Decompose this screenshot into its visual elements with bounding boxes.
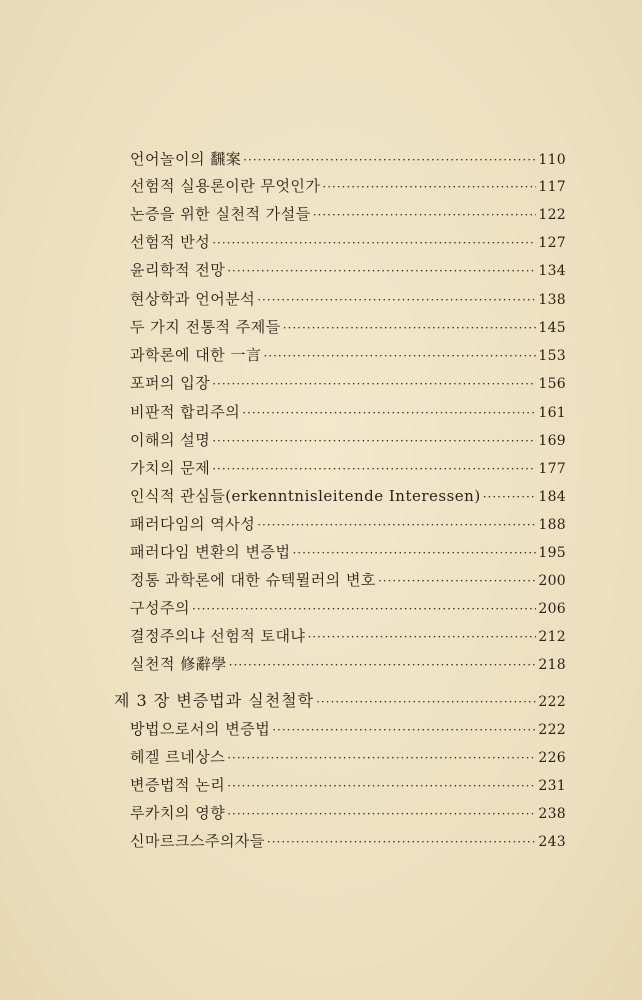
toc-entry-title: 패러다임의 역사성 (130, 515, 256, 533)
toc-entry (130, 374, 566, 393)
dot-leader (292, 544, 536, 562)
dot-leader (316, 693, 536, 711)
toc-entry-title: 결정주의냐 선험적 토대냐 (130, 627, 306, 645)
dot-leader (227, 777, 536, 795)
toc-entry-page: 169 (538, 433, 566, 449)
toc-entry-title: 루카치의 영향 (130, 804, 226, 822)
toc-entry-page: 212 (538, 629, 566, 645)
toc-entry (130, 571, 566, 590)
toc-entry-page: 127 (538, 235, 566, 251)
toc-entry-title: 두 가지 전통적 주제들 (130, 318, 281, 336)
toc-entry-page: 177 (538, 461, 566, 477)
dot-leader (212, 460, 536, 478)
dot-leader (192, 600, 536, 618)
toc-entry-title: 선험적 실용론이란 무엇인가 (130, 177, 321, 195)
toc-entry-title: 인식적 관심들(erkenntnisleitende Interessen) (130, 487, 481, 505)
dot-leader (483, 488, 537, 506)
toc-entry-title: 이해의 설명 (130, 431, 211, 449)
dot-leader (229, 656, 537, 674)
toc-entry (130, 261, 566, 280)
toc-entry-title: 논증을 위한 실천적 가설들 (130, 205, 311, 223)
toc-entry (130, 776, 566, 795)
toc-entry-title: 헤겔 르네상스 (130, 748, 226, 766)
toc-entry-page: 184 (538, 489, 566, 505)
toc-entry-page: 188 (538, 517, 566, 533)
dot-leader (322, 178, 536, 196)
toc-chapter-heading (114, 692, 566, 711)
dot-leader (243, 151, 536, 169)
toc-entry (130, 290, 566, 309)
toc-entry-title: 구성주의 (130, 599, 190, 617)
toc-entry (130, 150, 566, 169)
dot-leader (272, 721, 536, 739)
toc-entry-title: 현상학과 언어분석 (130, 290, 256, 308)
toc-entry (130, 627, 566, 646)
toc-chapter-page: 222 (538, 694, 566, 710)
toc-entry-page: 195 (538, 545, 566, 561)
toc-entry-title: 가치의 문제 (130, 459, 211, 477)
dot-leader (227, 805, 536, 823)
dot-leader (307, 628, 536, 646)
toc-entry-page: 206 (538, 601, 566, 617)
toc-entry-title: 신마르크스주의자들 (130, 832, 265, 850)
dot-leader (257, 516, 536, 534)
toc-entry-title: 변증법적 논리 (130, 776, 226, 794)
dot-leader (283, 319, 537, 337)
toc-entry (130, 431, 566, 450)
toc-entry (130, 459, 566, 478)
toc-entry-page: 138 (538, 292, 566, 308)
toc-entry-page: 122 (538, 207, 566, 223)
dot-leader (313, 206, 537, 224)
toc-entry (130, 487, 566, 506)
toc-entry (130, 655, 566, 674)
toc-entry-page: 200 (538, 573, 566, 589)
toc-entry (130, 832, 566, 851)
toc-entry-page: 156 (538, 376, 566, 392)
dot-leader (212, 375, 536, 393)
toc-entry-title: 정통 과학론에 대한 슈텍뮐러의 변호 (130, 571, 376, 589)
toc-entry-page: 161 (538, 405, 566, 421)
toc-entry (130, 804, 566, 823)
dot-leader (263, 347, 536, 365)
toc-entry-page: 231 (538, 778, 566, 794)
toc-entry-title: 방법으로서의 변증법 (130, 720, 271, 738)
toc-entry-title: 윤리학적 전망 (130, 261, 226, 279)
toc-entry (130, 205, 566, 224)
toc-entry-title: 포퍼의 입장 (130, 374, 211, 392)
dot-leader (212, 234, 536, 252)
toc-entry (130, 515, 566, 534)
dot-leader (227, 749, 536, 767)
toc-entry-page: 218 (538, 657, 566, 673)
dot-leader (212, 432, 536, 450)
toc-entry (130, 177, 566, 196)
toc-entry-page: 117 (538, 179, 566, 195)
toc-entry-page: 243 (538, 834, 566, 850)
toc-entry (130, 403, 566, 422)
toc-entry (130, 720, 566, 739)
toc-entry-title: 과학론에 대한 一言 (130, 346, 262, 364)
toc-entry-page: 134 (538, 263, 566, 279)
toc-entry (130, 318, 566, 337)
toc-chapter-title: 제 3 장 변증법과 실천철학 (114, 691, 315, 710)
toc-entry-title: 패러다임 변환의 변증법 (130, 543, 291, 561)
toc-entry-title: 언어놀이의 飜案 (130, 150, 242, 168)
dot-leader (257, 291, 536, 309)
toc-entry (130, 346, 566, 365)
toc-entry-page: 153 (538, 348, 566, 364)
toc-entry-page: 110 (538, 152, 566, 168)
toc-entry (130, 599, 566, 618)
toc-entry-page: 238 (538, 806, 566, 822)
toc-entry-page: 226 (538, 750, 566, 766)
toc-entry (130, 543, 566, 562)
toc-entry-title: 실천적 修辭學 (130, 655, 227, 673)
toc-entry (130, 748, 566, 767)
toc-entry-page: 145 (538, 320, 566, 336)
dot-leader (378, 572, 536, 590)
toc-entry-title: 비판적 합리주의 (130, 403, 241, 421)
dot-leader (267, 833, 536, 851)
toc-entry-title: 선험적 반성 (130, 233, 211, 251)
dot-leader (227, 262, 536, 280)
toc-entry (130, 233, 566, 252)
toc-entry-page: 222 (538, 722, 566, 738)
dot-leader (242, 404, 536, 422)
